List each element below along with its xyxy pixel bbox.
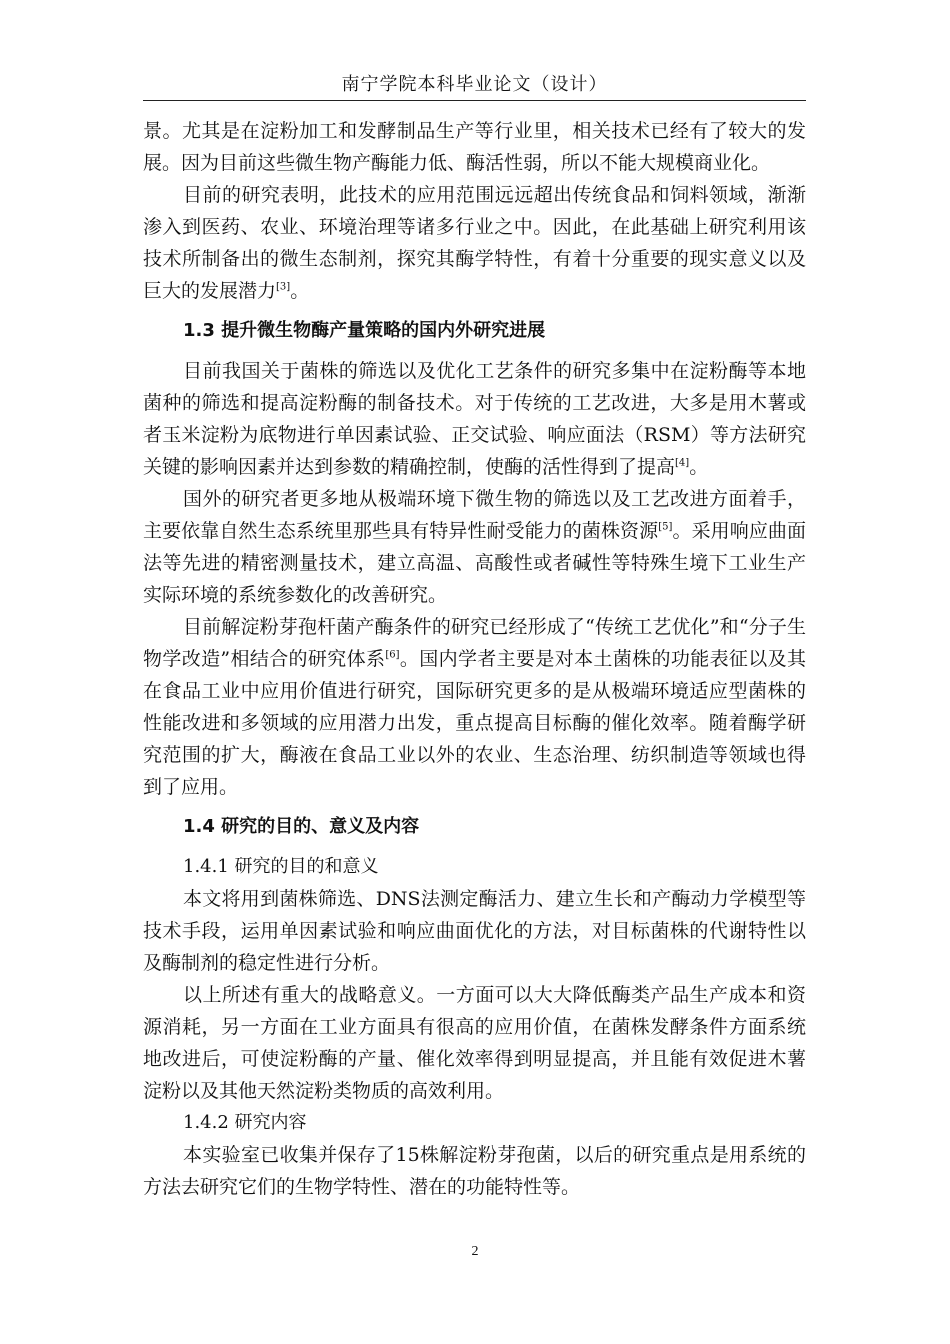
section-heading-1-3: 1.3 提升微生物酶产量策略的国内外研究进展 [183,320,546,341]
subsection-heading-1-4-2: 1.4.2 研究内容 [183,1112,307,1133]
paragraph [143,979,806,1107]
citation[interactable]: [5] [658,521,673,533]
paragraph-text: 本实验室已收集并保存了15株解淀粉芽孢菌，以后的研究重点是用系统的方法去研究它们的生物学特性、潜在的功能特性等。 [143,1144,806,1198]
citation[interactable]: [3] [276,281,291,293]
paragraph [143,883,806,979]
page-number: 2 [471,1244,479,1259]
paragraph-continued [143,115,806,179]
paragraph [143,355,806,483]
paragraph-text: 以上所述有重大的战略意义。一方面可以大大降低酶类产品生产成本和资源消耗，另一方面在工业方面具有很高的应用价值，在菌株发酵条件方面系统地改进后，可使淀粉酶的产量、催化效率得到明显提高，并且能有效促进木薯淀粉以及其他天然淀粉类物质的高效利用。 [143,984,806,1102]
paragraph-text: 目前解淀粉芽孢杆菌产酶条件的研究已经形成了“传统工艺优化”和“分子生物学改造”相结合的研究体系 [143,616,806,670]
paragraph [143,179,806,307]
page-header [143,73,806,101]
paragraph [143,611,806,803]
paragraph-end: 。 [689,456,709,478]
subsection-heading-1-4-1: 1.4.1 研究的目的和意义 [183,856,379,877]
citation[interactable]: [4] [675,457,690,469]
paragraph-text: 本文将用到菌株筛选、DNS法测定酶活力、建立生长和产酶动力学模型等技术手段，运用单因素试验和响应曲面优化的方法，对目标菌株的代谢特性以及酶制剂的稳定性进行分析。 [143,888,806,974]
paragraph-text: 国外的研究者更多地从极端环境下微生物的筛选以及工艺改进方面着手，主要依靠自然生态系统里那些具有特异性耐受能力的菌株资源 [143,488,806,542]
paragraph [143,483,806,611]
paragraph-end: 。 [290,280,310,302]
citation[interactable]: [6] [385,649,400,661]
header-title: 南宁学院本科毕业论文（设计） [341,74,608,95]
paragraph [143,1139,806,1203]
paragraph-text: 。采用响应曲面法等先进的精密测量技术，建立高温、高酸性或者碱性等特殊生境下工业生产实际环境的系统参数化的改善研究。 [143,520,806,606]
page-body [143,115,806,1203]
section-heading-1-4: 1.4 研究的目的、意义及内容 [183,816,420,837]
paragraph-text: 景。尤其是在淀粉加工和发酵制品生产等行业里，相关技术已经有了较大的发展。因为目前这些微生物产酶能力低、酶活性弱，所以不能大规模商业化。 [143,120,806,174]
paragraph-text: 目前我国关于菌株的筛选以及优化工艺条件的研究多集中在淀粉酶等本地菌种的筛选和提高淀粉酶的制备技术。对于传统的工艺改进，大多是用木薯或者玉米淀粉为底物进行单因素试验、正交试验、响应面法（RSM）等方法研究关键的影响因素并达到参数的精确控制，使酶的活性得到了提高 [143,360,806,478]
paragraph-text: 。国内学者主要是对本土菌株的功能表征以及其在食品工业中应用价值进行研究，国际研究更多的是从极端环境适应型菌株的性能改进和多领域的应用潜力出发，重点提高目标酶的催化效率。随着酶学研究范围的扩大，酶液在食品工业以外的农业、生态治理、纺织制造等领域也得到了应用。 [143,648,806,798]
paragraph-text: 目前的研究表明，此技术的应用范围远远超出传统食品和饲料领域，渐渐渗入到医药、农业、环境治理等诸多行业之中。因此，在此基础上研究利用该技术所制备出的微生态制剂，探究其酶学特性，有着十分重要的现实意义以及巨大的发展潜力 [143,184,806,302]
